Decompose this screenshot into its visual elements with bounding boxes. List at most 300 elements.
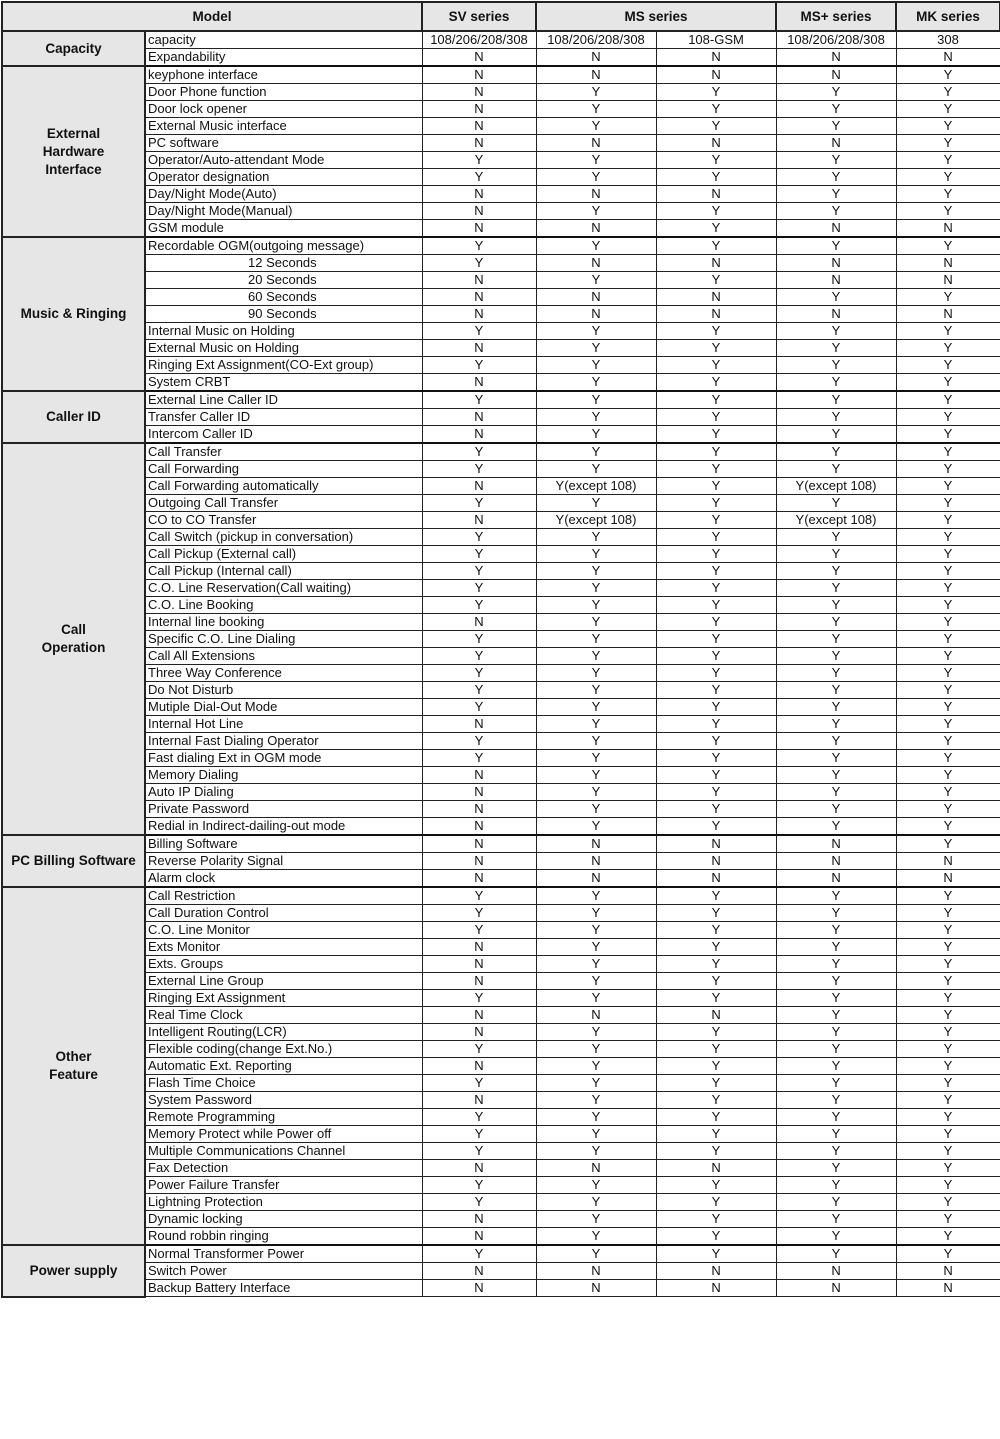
feature-value: Y [896,1194,1000,1211]
feature-name: External Line Caller ID [145,391,422,409]
feature-value: Y [896,922,1000,939]
feature-value: Y [776,1024,896,1041]
feature-value: N [422,1007,536,1024]
feature-value: N [656,289,776,306]
feature-value: N [536,135,656,152]
feature-value: Y [776,289,896,306]
table-row [2,870,1000,888]
table-row [2,1228,1000,1246]
feature-value: Y [896,461,1000,478]
table-row [2,306,1000,323]
feature-name: Exts Monitor [145,939,422,956]
feature-value: Y [656,922,776,939]
feature-value: Y [776,973,896,990]
feature-value: N [656,1263,776,1280]
feature-value: Y [422,563,536,580]
feature-value: Y [656,84,776,101]
feature-value: N [536,289,656,306]
feature-name: Intelligent Routing(LCR) [145,1024,422,1041]
feature-value: Y [536,391,656,409]
feature-value: N [896,853,1000,870]
feature-value: Y [896,1092,1000,1109]
feature-value: Y [776,152,896,169]
feature-value: Y [656,939,776,956]
table-row [2,818,1000,836]
feature-name: C.O. Line Monitor [145,922,422,939]
feature-value: N [776,1280,896,1297]
feature-value: Y [656,1041,776,1058]
table-row [2,101,1000,118]
table-row [2,614,1000,631]
feature-name: External Music interface [145,118,422,135]
feature-value: Y [896,1211,1000,1228]
feature-value: Y [776,956,896,973]
feature-value: N [422,767,536,784]
table-row [2,990,1000,1007]
feature-value: Y [422,1177,536,1194]
feature-value: Y [896,818,1000,836]
feature-value: N [656,255,776,272]
table-row [2,118,1000,135]
feature-name: capacity [145,31,422,49]
table-row [2,374,1000,392]
feature-value: Y [656,478,776,495]
feature-value: N [656,853,776,870]
feature-value: Y [422,750,536,767]
table-row [2,716,1000,733]
feature-value: Y [896,357,1000,374]
feature-value: Y [776,767,896,784]
feature-name: Flash Time Choice [145,1075,422,1092]
feature-value: Y [896,169,1000,186]
feature-value: Y [896,374,1000,392]
feature-value: Y [776,1160,896,1177]
feature-name: Transfer Caller ID [145,409,422,426]
feature-name: Day/Night Mode(Manual) [145,203,422,220]
feature-value: Y [422,1143,536,1160]
feature-value: Y [896,784,1000,801]
feature-value: Y [776,340,896,357]
feature-value: Y [896,323,1000,340]
feature-value: N [656,186,776,203]
feature-value: Y [536,443,656,461]
feature-value: N [776,272,896,289]
table-row [2,733,1000,750]
feature-value: N [536,66,656,84]
feature-value: Y [776,990,896,1007]
table-row [2,495,1000,512]
feature-comparison-table [1,1,1000,1298]
feature-value: 108-GSM [656,31,776,49]
feature-value: Y [896,597,1000,614]
feature-name: Do Not Disturb [145,682,422,699]
feature-value: Y [896,391,1000,409]
feature-value: Y [536,1126,656,1143]
feature-value: Y [422,682,536,699]
feature-value: Y [896,118,1000,135]
feature-value: Y [656,1245,776,1263]
table-row [2,922,1000,939]
feature-value: N [422,1280,536,1297]
feature-value: Y [422,648,536,665]
table-row [2,186,1000,203]
table-row [2,1143,1000,1160]
feature-value: N [896,1280,1000,1297]
feature-value: Y [776,922,896,939]
section-label: Capacity [2,31,145,66]
feature-value: Y [896,237,1000,255]
feature-value: Y [776,631,896,648]
feature-value: Y [776,750,896,767]
table-row [2,1109,1000,1126]
table-row [2,49,1000,67]
feature-value: Y [536,563,656,580]
feature-value: N [896,272,1000,289]
feature-name: C.O. Line Reservation(Call waiting) [145,580,422,597]
feature-value: Y [656,1024,776,1041]
table-row [2,512,1000,529]
feature-value: N [776,135,896,152]
feature-name: Expandability [145,49,422,67]
feature-name: Fast dialing Ext in OGM mode [145,750,422,767]
feature-value: Y [776,801,896,818]
feature-value: Y [536,956,656,973]
table-row [2,1263,1000,1280]
table-row [2,152,1000,169]
feature-value: Y [776,323,896,340]
feature-value: Y [896,665,1000,682]
feature-value: Y [536,84,656,101]
feature-value: Y [422,905,536,922]
feature-name: Ringing Ext Assignment [145,990,422,1007]
feature-value: N [656,306,776,323]
table-row [2,340,1000,357]
feature-name: Door Phone function [145,84,422,101]
feature-value: Y [422,255,536,272]
feature-name: Operator/Auto-attendant Mode [145,152,422,169]
feature-value: Y [776,101,896,118]
feature-value: N [422,306,536,323]
feature-name: Intercom Caller ID [145,426,422,444]
feature-value: Y [536,818,656,836]
feature-value: Y [896,443,1000,461]
feature-value: Y [776,84,896,101]
feature-value: Y [536,784,656,801]
feature-value: Y [896,631,1000,648]
table-row [2,631,1000,648]
feature-value: Y [776,169,896,186]
feature-value: Y [896,1024,1000,1041]
table-row [2,31,1000,49]
table-row [2,597,1000,614]
feature-value: Y [656,101,776,118]
feature-value: Y [896,1058,1000,1075]
feature-value: Y [776,1245,896,1263]
feature-value: N [776,49,896,67]
feature-value: N [422,84,536,101]
feature-value: Y [896,905,1000,922]
feature-value: 308 [896,31,1000,49]
feature-value: N [896,1263,1000,1280]
feature-value: Y [776,1228,896,1246]
feature-value: Y [536,101,656,118]
feature-value: Y [422,495,536,512]
feature-value: Y [776,682,896,699]
feature-name: Redial in Indirect-dailing-out mode [145,818,422,836]
feature-value: Y [536,461,656,478]
feature-value: Y [422,323,536,340]
feature-value: N [422,220,536,238]
feature-value: Y [776,784,896,801]
feature-value: N [422,203,536,220]
feature-name: Flexible coding(change Ext.No.) [145,1041,422,1058]
feature-name: Call All Extensions [145,648,422,665]
feature-name: Call Transfer [145,443,422,461]
feature-value: N [422,614,536,631]
table-row [2,563,1000,580]
feature-value: Y [536,1211,656,1228]
feature-name: Internal line booking [145,614,422,631]
feature-value: Y [536,323,656,340]
feature-value: Y [896,614,1000,631]
feature-value: Y [656,1109,776,1126]
feature-value: 108/206/208/308 [776,31,896,49]
feature-name: Auto IP Dialing [145,784,422,801]
feature-value: Y(except 108) [776,512,896,529]
feature-name: Call Forwarding [145,461,422,478]
table-row [2,1194,1000,1211]
table-row [2,1092,1000,1109]
feature-value: Y [776,648,896,665]
feature-value: Y [896,563,1000,580]
feature-value: Y [896,956,1000,973]
feature-value: Y [422,733,536,750]
feature-value: N [776,1263,896,1280]
table-row [2,461,1000,478]
feature-value: Y [656,1058,776,1075]
feature-value: Y [656,272,776,289]
feature-name: Call Pickup (External call) [145,546,422,563]
feature-value: Y [896,203,1000,220]
feature-value: Y [656,203,776,220]
feature-value: N [536,255,656,272]
table-row [2,478,1000,495]
feature-name: Memory Protect while Power off [145,1126,422,1143]
feature-value: Y [536,1143,656,1160]
feature-value: Y [896,1126,1000,1143]
feature-value: Y [422,665,536,682]
feature-name: External Line Group [145,973,422,990]
feature-value: Y [656,237,776,255]
feature-value: Y [656,1143,776,1160]
table-row [2,1280,1000,1297]
table-row [2,750,1000,767]
feature-value: N [422,409,536,426]
feature-value: Y [536,614,656,631]
feature-value: Y [656,169,776,186]
feature-value: Y [422,990,536,1007]
feature-value: Y [776,203,896,220]
feature-name: 20 Seconds [145,272,422,289]
table-row [2,66,1000,84]
feature-value: Y [536,1245,656,1263]
table-row [2,546,1000,563]
feature-name: Switch Power [145,1263,422,1280]
feature-value: Y [536,1075,656,1092]
feature-value: Y [536,203,656,220]
feature-value: Y [656,597,776,614]
table-row [2,699,1000,716]
table-row [2,939,1000,956]
feature-value: Y [776,614,896,631]
feature-value: N [776,835,896,853]
feature-name: Door lock opener [145,101,422,118]
feature-value: N [896,306,1000,323]
feature-name: Call Restriction [145,887,422,905]
feature-value: Y [776,597,896,614]
feature-name: Exts. Groups [145,956,422,973]
feature-value: N [536,1160,656,1177]
table-row [2,289,1000,306]
section-label: Other Feature [2,887,145,1245]
feature-value: Y [656,529,776,546]
feature-value: Y [536,169,656,186]
header-row [2,2,1000,31]
feature-name: Memory Dialing [145,767,422,784]
feature-value: N [776,870,896,888]
feature-value: N [896,220,1000,238]
feature-value: N [536,853,656,870]
feature-value: Y [422,922,536,939]
feature-value: Y [536,152,656,169]
feature-value: Y [776,443,896,461]
feature-value: Y [536,529,656,546]
feature-value: N [536,306,656,323]
feature-value: N [776,853,896,870]
feature-value: Y [776,699,896,716]
header-ms-series: MS series [536,2,776,31]
feature-value: Y [656,973,776,990]
feature-name: keyphone interface [145,66,422,84]
feature-value: Y [896,1041,1000,1058]
feature-value: Y [656,426,776,444]
feature-name: 60 Seconds [145,289,422,306]
feature-value: N [656,1160,776,1177]
table-row [2,220,1000,238]
table-row [2,648,1000,665]
table-row [2,767,1000,784]
feature-value: N [422,1058,536,1075]
feature-value: Y [776,733,896,750]
feature-value: Y [896,1177,1000,1194]
table-row [2,801,1000,818]
feature-value: Y [656,461,776,478]
feature-value: Y [776,905,896,922]
feature-value: Y [776,1109,896,1126]
feature-value: Y [896,939,1000,956]
feature-value: Y [656,409,776,426]
feature-value: Y [536,357,656,374]
table-row [2,409,1000,426]
feature-value: Y [536,1177,656,1194]
feature-value: Y [656,1092,776,1109]
feature-name: Round robbin ringing [145,1228,422,1246]
feature-value: Y [896,546,1000,563]
feature-value: Y [656,887,776,905]
table-row [2,853,1000,870]
feature-name: External Music on Holding [145,340,422,357]
feature-value: Y [896,733,1000,750]
feature-name: CO to CO Transfer [145,512,422,529]
feature-name: Lightning Protection [145,1194,422,1211]
feature-name: Operator designation [145,169,422,186]
feature-value: N [896,255,1000,272]
feature-value: N [536,870,656,888]
feature-value: Y [536,580,656,597]
feature-name: GSM module [145,220,422,238]
table-row [2,426,1000,444]
feature-value: Y [896,1109,1000,1126]
feature-value: Y [656,1126,776,1143]
feature-value: Y [536,990,656,1007]
feature-name: PC software [145,135,422,152]
table-row [2,1211,1000,1228]
feature-value: Y [536,1109,656,1126]
feature-value: Y [656,631,776,648]
feature-value: N [536,186,656,203]
table-row [2,1160,1000,1177]
feature-value: Y [422,580,536,597]
feature-value: Y [896,529,1000,546]
feature-value: Y [536,1041,656,1058]
feature-value: Y [776,118,896,135]
feature-value: Y [656,1194,776,1211]
feature-value: Y [656,956,776,973]
table-row [2,135,1000,152]
feature-value: Y [776,1041,896,1058]
feature-value: Y [896,478,1000,495]
feature-value: N [656,49,776,67]
feature-value: N [422,853,536,870]
feature-value: Y [896,1245,1000,1263]
feature-value: Y [776,1194,896,1211]
feature-value: Y [422,1245,536,1263]
feature-value: Y [656,220,776,238]
feature-name: Recordable OGM(outgoing message) [145,237,422,255]
feature-value: Y [536,597,656,614]
feature-value: Y [656,340,776,357]
feature-value: Y [422,237,536,255]
feature-value: Y [776,580,896,597]
feature-value: Y [656,1211,776,1228]
feature-value: Y [776,1058,896,1075]
feature-value: Y [776,665,896,682]
feature-name: 12 Seconds [145,255,422,272]
feature-value: N [422,716,536,733]
feature-value: Y [896,580,1000,597]
feature-value: Y [536,409,656,426]
table-row [2,323,1000,340]
feature-value: Y [656,716,776,733]
table-row [2,973,1000,990]
table-row [2,956,1000,973]
feature-value: Y [896,648,1000,665]
table-row [2,272,1000,289]
feature-value: N [422,289,536,306]
table-row [2,443,1000,461]
table-row [2,1075,1000,1092]
feature-value: Y [536,767,656,784]
